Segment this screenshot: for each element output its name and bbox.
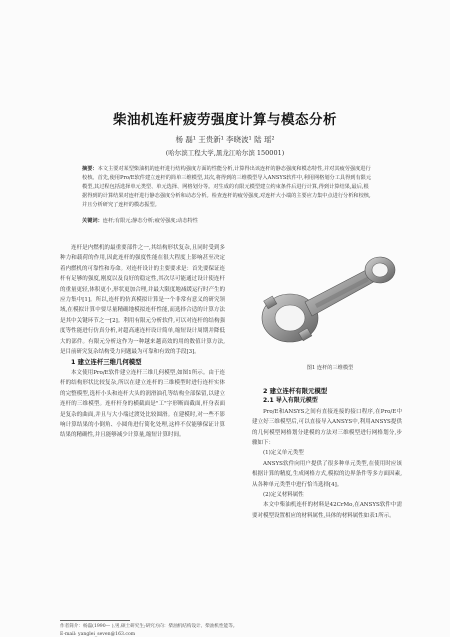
step-2-label: (2)定义材料属性 <box>263 492 304 499</box>
abstract-label: 摘要： <box>82 166 98 172</box>
abstract <box>82 165 372 210</box>
rod-small-end <box>365 257 395 283</box>
left-column <box>60 243 225 441</box>
keywords <box>82 217 372 226</box>
section-1-paragraph: 本文使用Pro/E软件建立连杆三维几何模型,如图1所示。由于连杆的结构形状比较复杂,所以在建立连杆的三维模型时进行连杆实体的完整模型,选杆小头和连杆大头的润滑油孔等结构全部保留,以建立连杆的三维模型。连杆杆身的横截面是"工"字形断面截面,杆身表面是复杂的曲面,并且与大小端过渡处比较圆滑。在建模时,对一些不影响计算结果的小倒角、小圆角进行简化处理,这样不仅能够保证计算结果的精确性,并且能够减少计算量,缩短计算时间。 <box>60 369 225 439</box>
connecting-rod-figure <box>245 240 415 360</box>
section-2-paragraph-3: 本文中柴油机连杆的材料是42CrMo,在ANSYS软件中需要对模型设置相应的材料属性,具体的材料属性如表1所示。 <box>252 502 402 519</box>
author-list: 杨 磊¹ 王贵新¹ 李晓波¹ 陆 瑶² <box>175 135 275 144</box>
right-column <box>252 386 402 521</box>
footnote-rule <box>60 620 130 621</box>
section-heading-1: 1 建立连杆三维几何模型 <box>71 358 142 367</box>
author-email: E-mail: yanglei_seven@163.com <box>60 631 136 637</box>
step-1-label: (1)定义单元类型 <box>263 450 304 457</box>
intro-paragraph: 连杆是内燃机的最重要部件之一,其结构形状复杂,且同时受到多种力和载荷的作用,因此连杆的强度性能在很大程度上影响甚至决定着内燃机的可靠性和寿命。对连杆设计的主要要求是：首先要保证连杆有足够的强度,刚度以及良好的稳定性,其次尽可能通过设计使连杆的重量更轻,体积更小,形状更加合理,并最大限度地减缓运行时产生的应力集中[1]。所以,连杆的仿真模拟计算是一个非常有意义的研究领域,在模拟计算中要尽量精确地模拟连杆性能,而选择合适的计算方法是其中关键环节之一[2]。利用有限元分析软件,可以对连杆的结构强度等性能进行仿真分析,对超高速连杆设计简单,缩短设计周期并降低大的部件。有限元分析这作为一种越来越高效的用的数值计算方法,是目前研究复杂结构受力问题最为可靠和有效的手段[3]。 <box>60 245 226 356</box>
affiliation: (哈尔滨工程大学,黑龙江哈尔滨 150001) <box>165 149 285 157</box>
subsection-heading-2-1: 2.1 导入有限元模型 <box>263 397 318 405</box>
section-2-paragraph-2: ANSYS软件向用户提供了很多种单元类型,在使用时应该根据计算的精度,生成网格方式,模拟的边界条件等多方面因素,从各种单元类型中进行恰当选择[4]。 <box>252 460 402 488</box>
abstract-text: 本文主要对某型柴油机的连杆进行结构强度方面的性能分析,计算得出该连杆的静态强度和模态特性,并对其疲劳强度进行校核。首先,使用Pro/E软件建立连杆的简单三维模型,其次,将得到的三维模型导入ANSYS软件中,利用网格划分工具得到有限元模型,其过程包括选择单元类型、单元选择、网格划分等。对生成的有限元模型建立约束条件后进行计算,得到计算结果,最后,根据得到的计算结果对连杆进行静态强度分析和动态分析。检查连杆的疲劳强度,对连杆大小端的主要应力集中点进行分析和校核,并且分析研究了连杆的模态振型。 <box>82 166 372 208</box>
figure-caption: 图1 连杆的三维模型 <box>306 365 354 371</box>
keywords-text: 连杆;有限元;静态分析;疲劳强度;动态特性 <box>102 218 198 224</box>
paper-title: 柴油机连杆疲劳强度计算与模态分析 <box>113 112 337 128</box>
section-2-paragraph-1: Pro/E和ANSYS之间有直接连接的接口程序,在Pro/E中建立好三维模型后,可以直接导入ANSYS中,利用ANSYS提供的几何模型网格划分建模的方法对三维模型进行网格划分,步骤如下： <box>252 408 402 447</box>
keywords-label: 关键词： <box>82 218 103 224</box>
section-heading-2: 2 建立连杆有限元模型 <box>263 387 328 395</box>
footnote <box>60 623 405 637</box>
author-bio: 作者简介：杨磊(1990— ),男,硕士研究生;研究方向：柴油机结构设计、柴油机性能等。 <box>60 624 238 629</box>
